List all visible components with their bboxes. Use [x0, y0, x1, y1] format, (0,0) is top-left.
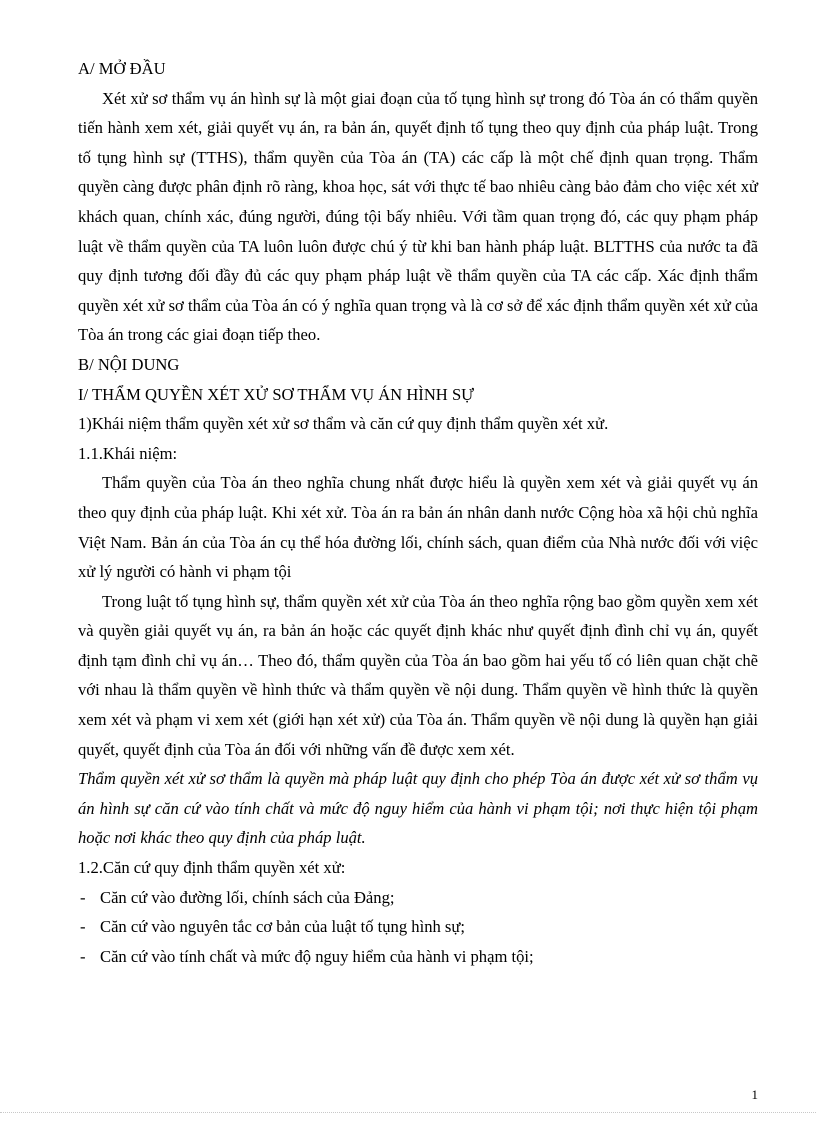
document-body — [78, 54, 758, 971]
bullet-text: Căn cứ vào tính chất và mức độ nguy hiểm của hành vi phạm tội; — [100, 946, 534, 966]
intro-paragraph: Xét xử sơ thẩm vụ án hình sự là một giai đoạn của tố tụng hình sự trong đó Tòa án có thẩm quyền tiến hành xem xét, giải quyết vụ án, ra bản án, quyết định tố tụng theo quy định của pháp luật. Trong tố tụng hình sự (TTHS), thẩm quyền của Tòa án (TA) các cấp là một chế định quan trọng. Thẩm quyền càng được phân định rõ ràng, khoa học, sát với thực tế bao nhiêu càng bảo đảm cho việc xét xử khách quan, chính xác, đúng người, đúng tội bấy nhiêu. Với tầm quan trọng đó, các quy phạm pháp luật về thẩm quyền của TA luôn luôn được chú ý từ khi ban hành pháp luật. BLTTHS của nước ta đã quy định tương đối đầy đủ các quy phạm pháp luật về thẩm quyền của TA các cấp. Xác định thẩm quyền xét xử sơ thẩm của Tòa án có ý nghĩa quan trọng và là cơ sở để xác định thẩm quyền xét xử của Tòa án trong các giai đoạn tiếp theo. — [78, 88, 758, 345]
bullet-item — [78, 883, 758, 913]
bullet-item — [78, 942, 758, 972]
footer-divider — [0, 1112, 816, 1113]
subsection-1-1-title: 1.1.Khái niệm: — [78, 443, 178, 463]
scope-paragraph: Trong luật tố tụng hình sự, thẩm quyền xét xử của Tòa án theo nghĩa rộng bao gồm quyền xem xét và quyền giải quyết vụ án, ra bản án hoặc các quyết định khác như quyết định đình chỉ vụ án, quyết định tạm đình chỉ vụ án… Theo đó, thẩm quyền của Tòa án bao gồm hai yếu tố có liên quan chặt chẽ với nhau là thẩm quyền về hình thức và thẩm quyền về nội dung. Thẩm quyền về hình thức là quyền xem xét và phạm vi xem xét (giới hạn xét xử) của Tòa án. Thẩm quyền về nội dung là quyền hạn giải quyết, quyết định của Tòa án đối với những vấn đề được xem xét. — [78, 591, 758, 759]
bullet-marker: - — [80, 917, 86, 937]
bullet-marker: - — [80, 946, 86, 966]
definition-paragraph: Thẩm quyền của Tòa án theo nghĩa chung nhất được hiểu là quyền xem xét và giải quyết vụ án theo quy định của pháp luật. Khi xét xử. Tòa án ra bản án nhân danh nước Cộng hòa xã hội chủ nghĩa Việt Nam. Bản án của Tòa án cụ thể hóa đường lối, chính sách, quan điểm của Nhà nước đối với việc xử lý người có hành vi phạm tội — [78, 473, 758, 582]
bullet-text: Căn cứ vào đường lối, chính sách của Đảng; — [100, 887, 395, 907]
heading-a: A/ MỞ ĐẦU — [78, 59, 166, 78]
subsection-1-2-title: 1.2.Căn cứ quy định thẩm quyền xét xử: — [78, 858, 346, 878]
bullet-text: Căn cứ vào nguyên tắc cơ bản của luật tố tụng hình sự; — [100, 917, 465, 937]
heading-b: B/ NỘI DUNG — [78, 354, 180, 374]
subsection-1-title: 1)Khái niệm thẩm quyền xét xử sơ thẩm và căn cứ quy định thẩm quyền xét xử. — [78, 414, 609, 434]
section-1-title: I/ THẨM QUYỀN XÉT XỬ SƠ THẨM VỤ ÁN HÌNH SỰ — [78, 384, 475, 404]
page-number: 1 — [751, 1087, 758, 1102]
bullet-marker: - — [80, 887, 86, 907]
bullet-item — [78, 912, 758, 942]
first-instance-definition: Thẩm quyền xét xử sơ thẩm là quyền mà pháp luật quy định cho phép Tòa án được xét xử sơ thẩm vụ án hình sự căn cứ vào tính chất và mức độ nguy hiểm của hành vi phạm tội; nơi thực hiện tội phạm hoặc nơi khác theo quy định của pháp luật. — [78, 769, 758, 848]
